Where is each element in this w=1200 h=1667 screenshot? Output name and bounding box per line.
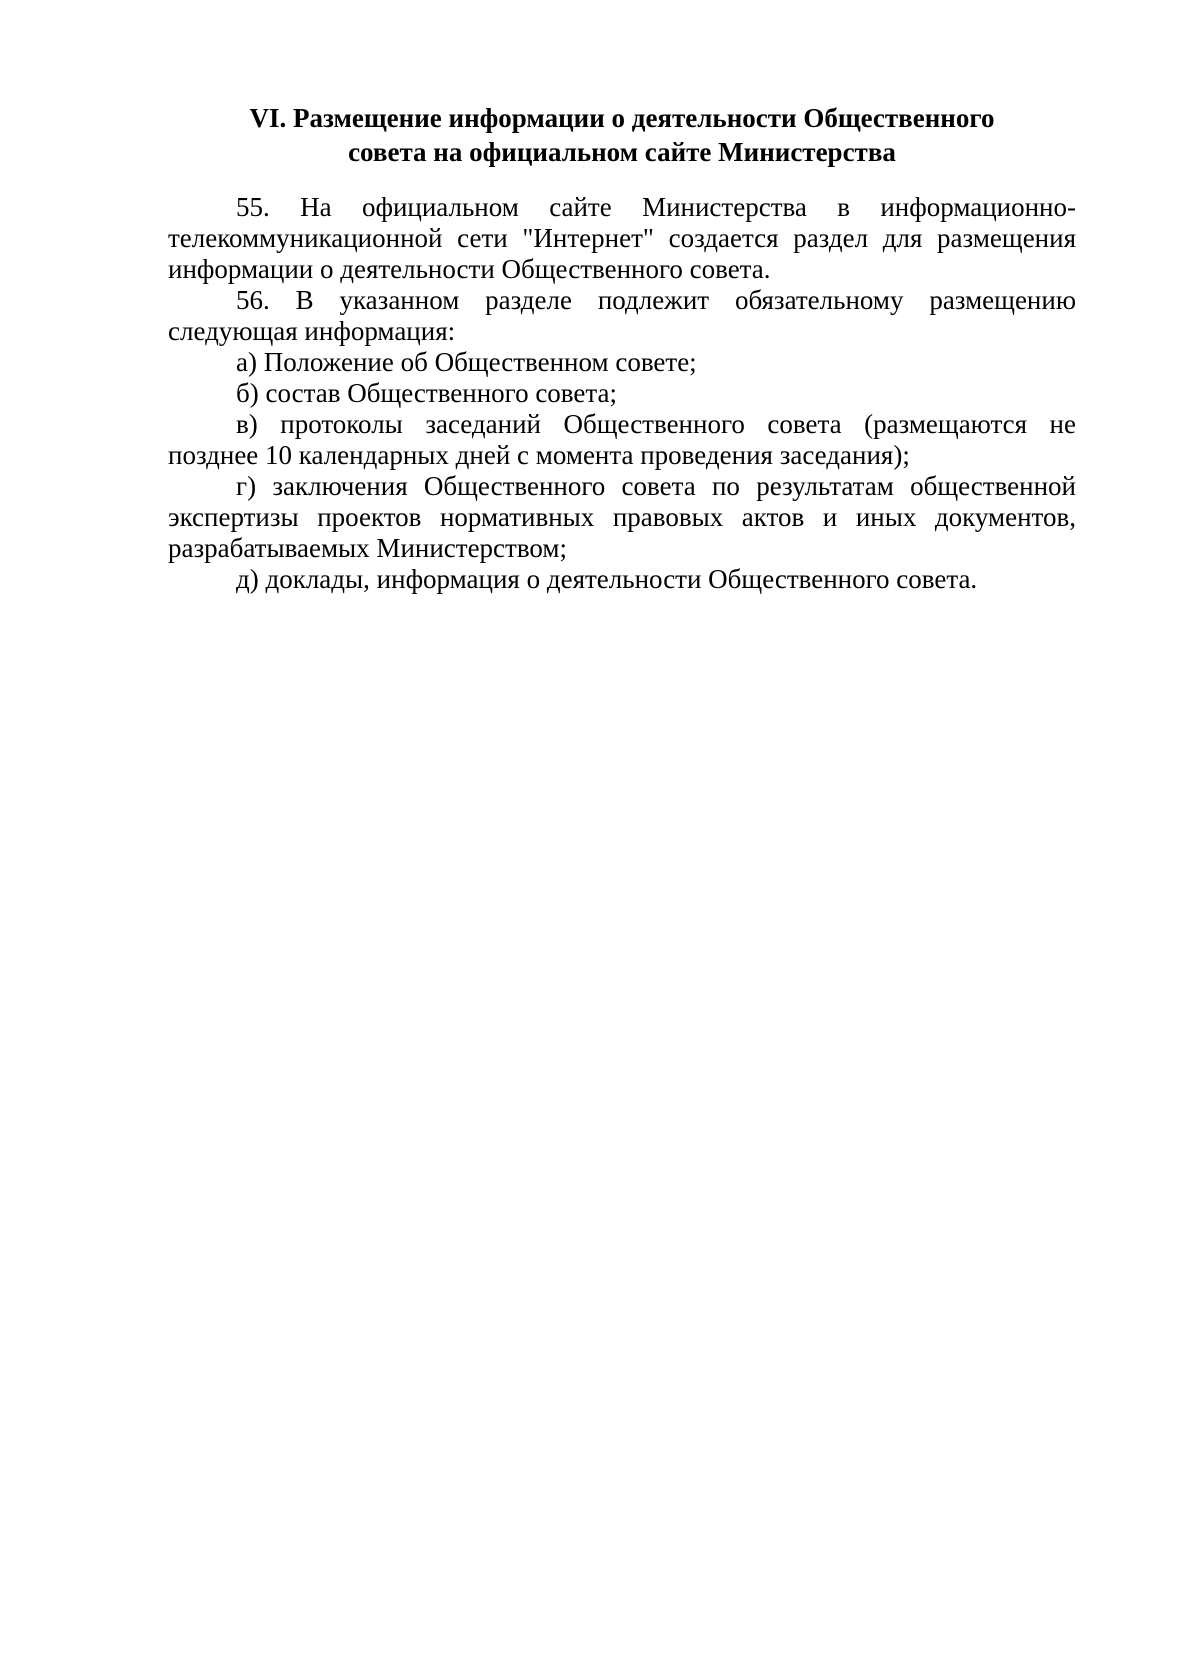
list-item-d: д) доклады, информация о деятельности Общественного совета. [236,564,978,594]
list-item-v: в) протоколы заседаний Общественного совета (размещаются не позднее 10 календарных дней с момента проведения заседания); [168,409,1076,470]
list-item-b: б) состав Общественного совета; [236,378,617,408]
paragraph-55: 55. На официальном сайте Министерства в информационно-телекоммуникационной сети "Интернет" создается раздел для размещения информации о деятельности Общественного совета. [168,192,1076,284]
list-item-a: а) Положение об Общественном совете; [236,347,697,377]
paragraph-56: 56. В указанном разделе подлежит обязательному размещению следующая информация: [168,285,1076,346]
section-body [168,192,1076,595]
section-heading-line: совета на официальном сайте Министерства [348,137,896,167]
section-heading [168,101,1076,169]
section-heading-line: VI. Размещение информации о деятельности Общественного [249,103,995,133]
list-item-g: г) заключения Общественного совета по результатам общественной экспертизы проектов нормативных правовых актов и иных документов, разрабатываемых Министерством; [168,471,1076,563]
